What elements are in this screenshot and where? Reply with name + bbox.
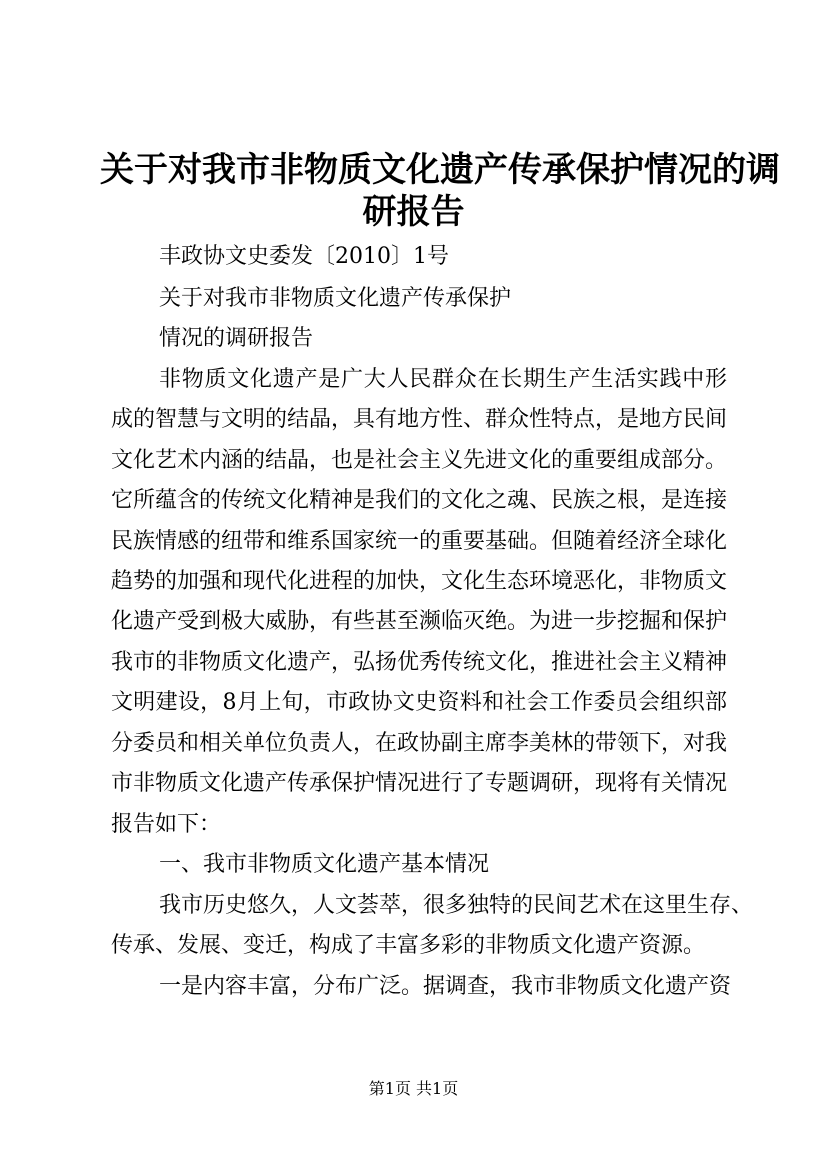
document-title-line-1: 关于对我市非物质文化遗产传承保护情况的调 <box>100 150 780 190</box>
body-line: 市非物质文化遗产传承保护情况进行了专题调研，现将有关情况 <box>111 771 728 796</box>
document-title-line-2: 研报告 <box>362 192 465 232</box>
body-line: 成的智慧与文明的结晶，具有地方性、群众性特点，是地方民间 <box>111 407 728 432</box>
body-line: 化遗产受到极大威胁，有些甚至濒临灭绝。为进一步挖掘和保护 <box>111 609 728 634</box>
body-line: 它所蕴含的传统文化精神是我们的文化之魂、民族之根，是连接 <box>111 488 728 513</box>
subtitle-line-1: 关于对我市非物质文化遗产传承保护 <box>159 286 512 311</box>
body-line: 一是内容丰富，分布广泛。据调查，我市非物质文化遗产资 <box>159 974 732 999</box>
doc-number-line: 丰政协文史委发〔2010〕1号 <box>159 244 449 269</box>
body-line: 分委员和相关单位负责人，在政协副主席李美林的带领下，对我 <box>111 731 728 756</box>
body-line: 文明建设，8月上旬，市政协文史资料和社会工作委员会组织部 <box>111 690 727 715</box>
body-line: 趋势的加强和现代化进程的加快，文化生态环境恶化，非物质文 <box>111 569 728 594</box>
page-footer: 第1页 共1页 <box>368 1079 459 1098</box>
body-line: 民族情感的纽带和维系国家统一的重要基础。但随着经济全球化 <box>111 529 728 554</box>
body-line: 我市历史悠久，人文荟萃，很多独特的民间艺术在这里生存、 <box>159 893 754 918</box>
body-line: 文化艺术内涵的结晶，也是社会主义先进文化的重要组成部分。 <box>111 448 728 473</box>
body-line: 我市的非物质文化遗产，弘扬优秀传统文化，推进社会主义精神 <box>111 650 728 675</box>
body-line: 报告如下： <box>111 812 222 837</box>
subtitle-line-2: 情况的调研报告 <box>159 326 314 351</box>
body-line: 非物质文化遗产是广大人民群众在长期生产生活实践中形 <box>159 367 727 392</box>
section-heading: 一、我市非物质文化遗产基本情况 <box>159 852 490 877</box>
body-line: 传承、发展、变迁，构成了丰富多彩的非物质文化遗产资源。 <box>111 933 706 958</box>
